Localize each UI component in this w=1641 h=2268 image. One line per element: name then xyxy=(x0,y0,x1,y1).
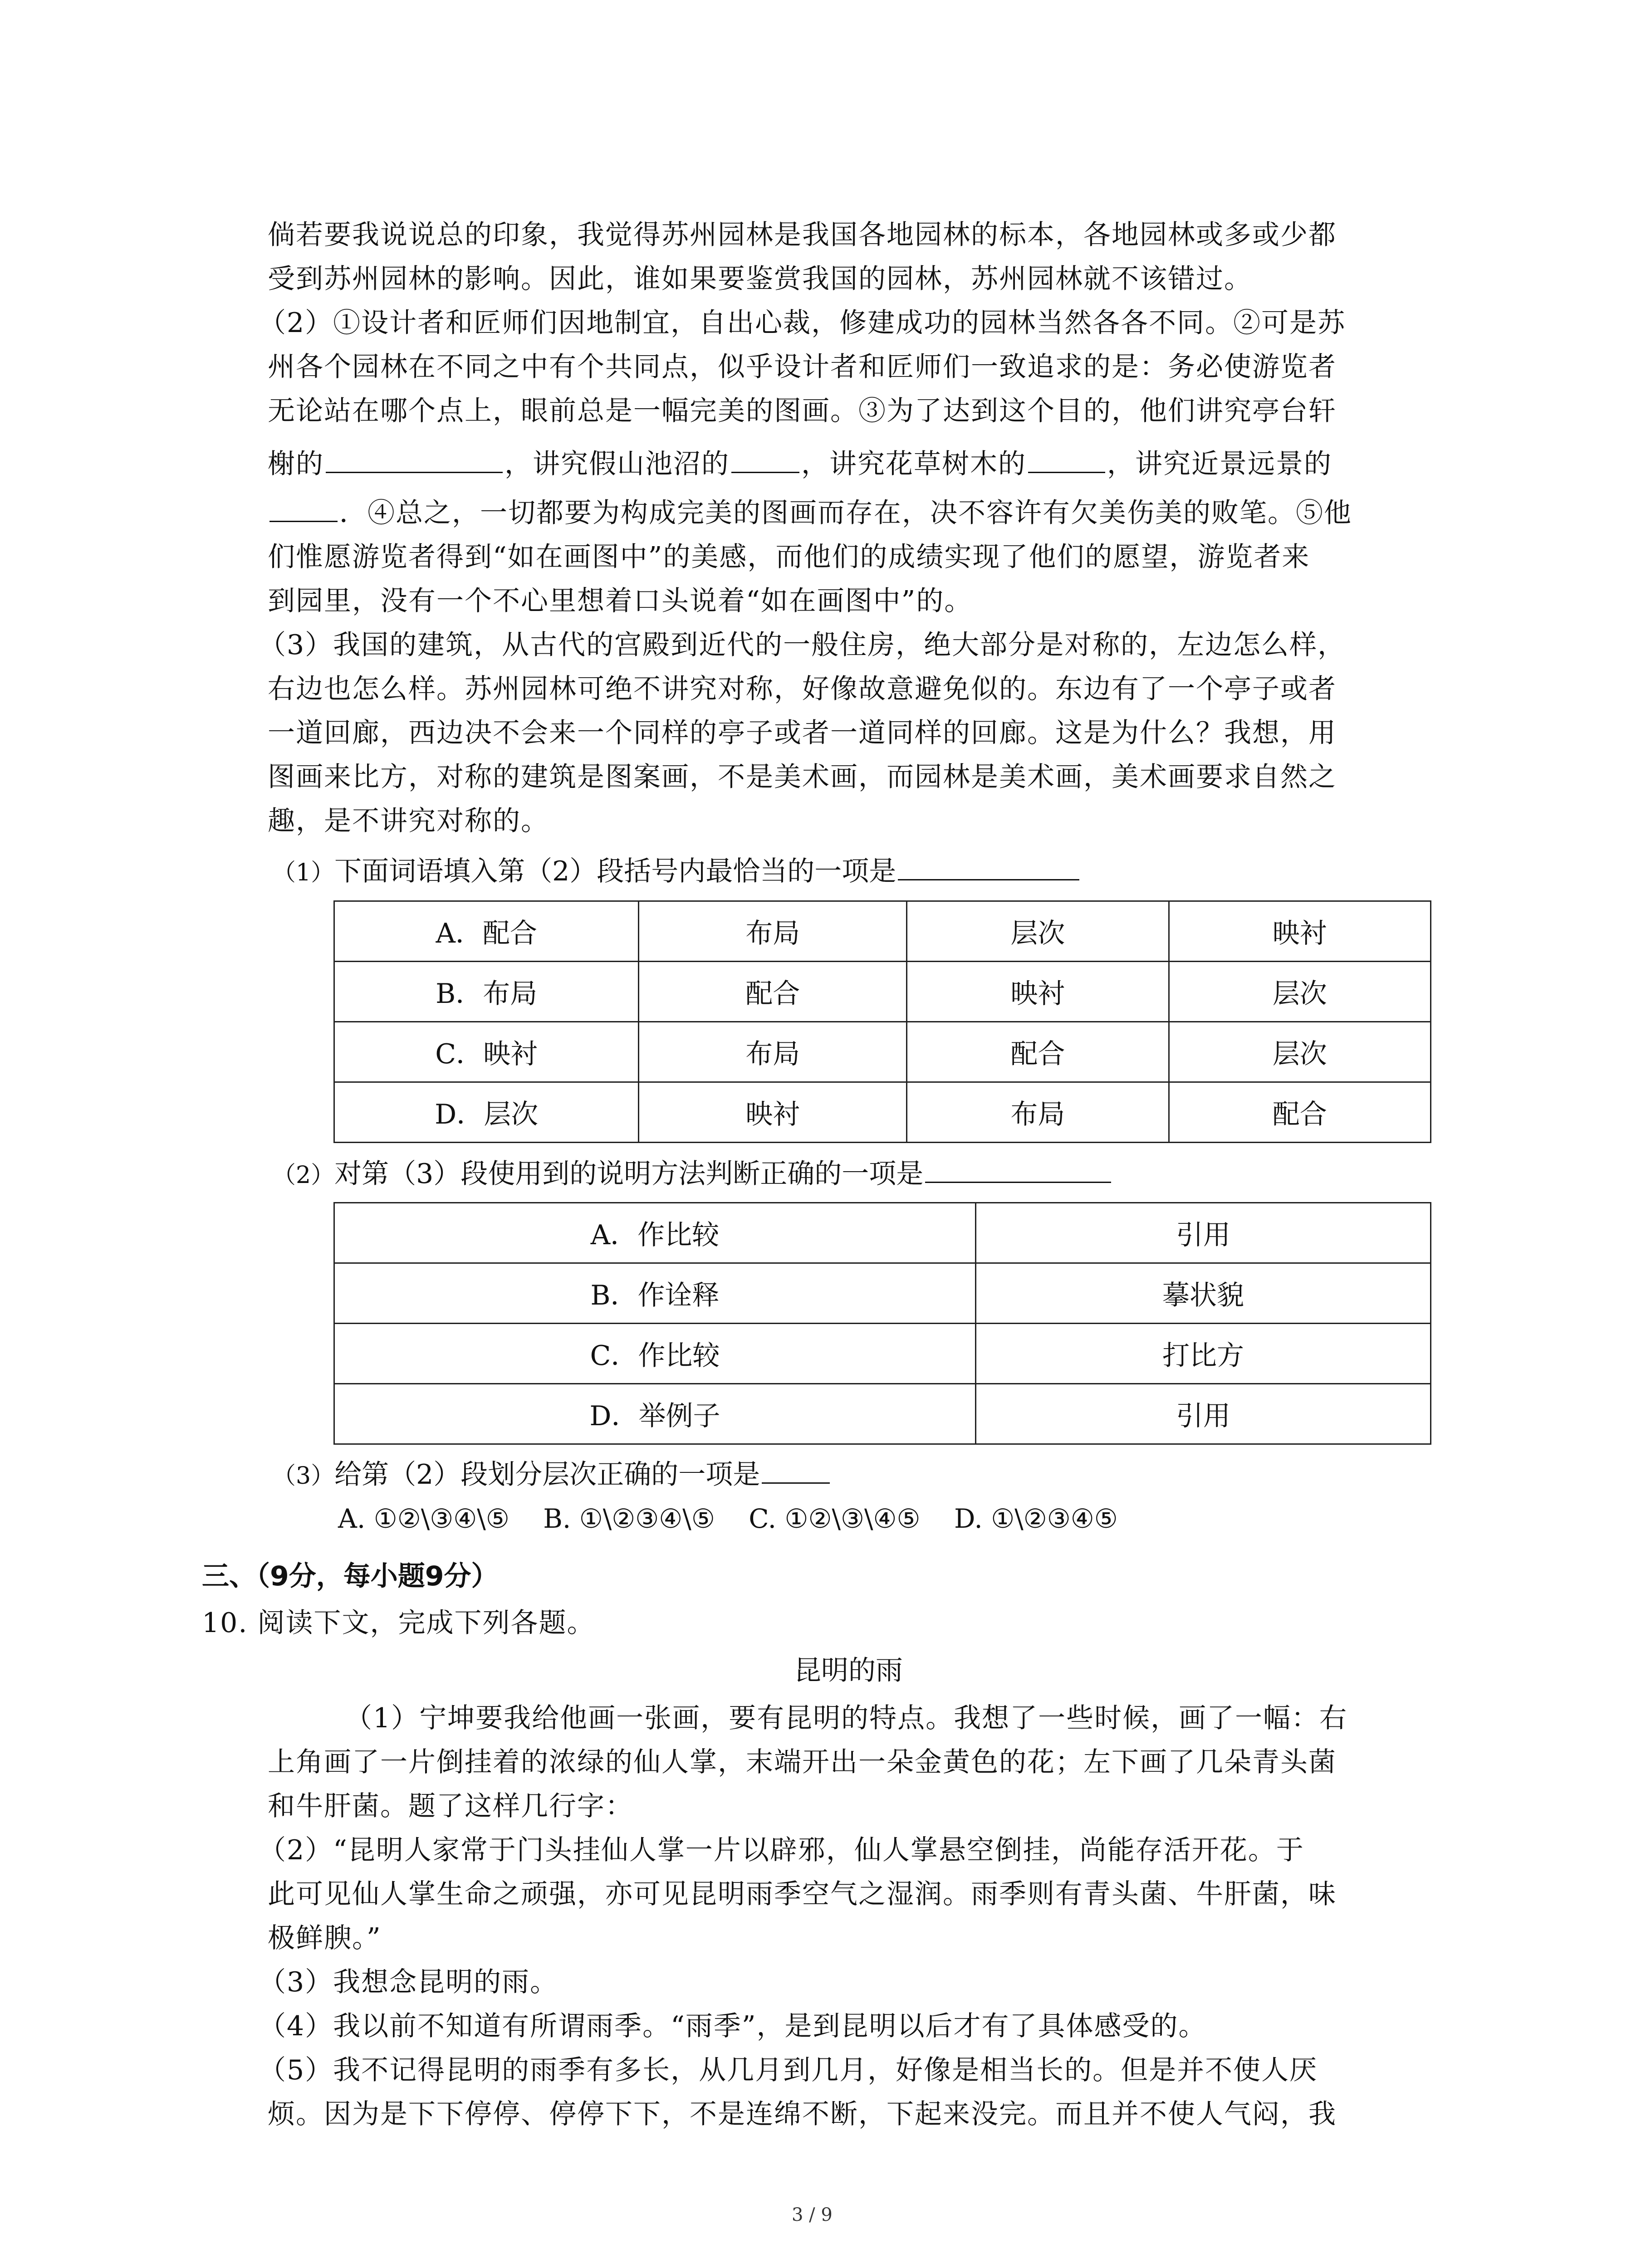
table-cell: C．映衬 xyxy=(334,1022,639,1082)
table-row[interactable] xyxy=(334,1022,1431,1082)
table-row[interactable] xyxy=(334,901,1431,962)
table-row[interactable] xyxy=(334,1384,1431,1444)
text-line: （4）我以前不知道有所谓雨季。“雨季”，是到昆明以后才有了具体感受的。 xyxy=(259,2010,1207,2042)
question-2 xyxy=(272,1152,1113,1198)
table-cell: A．配合 xyxy=(334,901,639,962)
text-line: （1）宁坤要我给他画一张画，要有昆明的特点。我想了一些时候，画了一幅：右 xyxy=(345,1702,1348,1734)
text-line: （3）我想念昆明的雨。 xyxy=(259,1966,558,1998)
text-line: （5）我不记得昆明的雨季有多长，从几月到几月，好像是相当长的。但是并不使人厌 xyxy=(259,2054,1318,2086)
text-line: 上角画了一片倒挂着的浓绿的仙人掌，末端开出一朵金黄色的花；左下画了几朵青头菌 xyxy=(268,1746,1337,1778)
table-row[interactable] xyxy=(334,1263,1431,1324)
text-line: 到园里，没有一个不心里想着口头说着“如在画图中”的。 xyxy=(268,585,973,617)
choice-d[interactable]: D. ①\②③④⑤ xyxy=(954,1503,1118,1534)
question-number: （1） xyxy=(272,859,335,886)
table-cell: 映衬 xyxy=(1169,901,1430,962)
text-line: 极鲜腴。” xyxy=(268,1922,382,1954)
table-cell: 映衬 xyxy=(907,962,1169,1022)
text-span: ．④总之，一切都要为构成完美的图画而存在，决不容许有欠美伤美的败笔。⑤他 xyxy=(339,497,1352,529)
table-cell: 映衬 xyxy=(639,1082,907,1143)
answer-blank[interactable] xyxy=(925,1155,1111,1183)
page-number: 3 / 9 xyxy=(792,2204,833,2225)
choice-b[interactable]: B. ①\②③④\⑤ xyxy=(543,1503,715,1534)
section-title: 三、（9分，每小题9分） xyxy=(202,1560,499,1592)
table-cell: 引用 xyxy=(975,1384,1430,1444)
table-cell: B．作诠释 xyxy=(334,1263,976,1324)
text-line: 右边也怎么样。苏州园林可绝不讲究对称，好像故意避免似的。东边有了一个亭子或者 xyxy=(268,673,1337,705)
table-cell: D．层次 xyxy=(334,1082,639,1143)
question-number: （3） xyxy=(272,1462,335,1490)
table-cell: 打比方 xyxy=(975,1324,1430,1384)
fill-in-line xyxy=(268,442,1332,486)
text-line: 一道回廊，西边决不会来一个同样的亭子或者一道同样的回廊。这是为什么？我想，用 xyxy=(268,717,1337,749)
fill-text: 榭的 xyxy=(268,448,324,480)
table-cell: 层次 xyxy=(907,901,1169,962)
text-line: 和牛肝菌。题了这样几行字： xyxy=(268,1790,633,1822)
question-text: 给第（2）段划分层次正确的一项是 xyxy=(334,1459,760,1491)
table-cell: 层次 xyxy=(1169,1022,1430,1082)
text-line: 倘若要我说说总的印象，我觉得苏州园林是我国各地园林的标本，各地园林或多或少都 xyxy=(268,219,1337,251)
choice-a[interactable]: A. ①②\③④\⑤ xyxy=(338,1503,509,1534)
table-cell: 配合 xyxy=(639,962,907,1022)
question-10: 10. 阅读下文，完成下列各题。 xyxy=(202,1607,595,1639)
question-number: （2） xyxy=(272,1162,335,1189)
answer-blank[interactable] xyxy=(269,494,338,522)
answer-blank[interactable] xyxy=(898,853,1079,880)
table-cell: 配合 xyxy=(1169,1082,1430,1143)
answer-blank[interactable] xyxy=(1028,445,1105,473)
text-line: 受到苏州园林的影响。因此，谁如果要鉴赏我国的园林，苏州园林就不该错过。 xyxy=(268,263,1252,295)
table-cell: 布局 xyxy=(639,1022,907,1082)
q1-options-table xyxy=(333,900,1431,1143)
table-row[interactable] xyxy=(334,1203,1431,1263)
text-line: （3）我国的建筑，从古代的宫殿到近代的一般住房，绝大部分是对称的，左边怎么样， xyxy=(259,629,1346,661)
text-line: 州各个园林在不同之中有个共同点，似乎设计者和匠师们一致追求的是：务必使游览者 xyxy=(268,351,1337,383)
table-row[interactable] xyxy=(334,962,1431,1022)
table-cell: 布局 xyxy=(639,901,907,962)
text-line: （2）①设计者和匠师们因地制宜，自出心裁，修建成功的园林当然各各不同。②可是苏 xyxy=(259,307,1346,339)
question-text: 下面词语填入第（2）段括号内最恰当的一项是 xyxy=(334,855,896,887)
fill-text: ，讲究假山池沼的 xyxy=(505,448,730,480)
answer-blank[interactable] xyxy=(762,1456,830,1484)
q3-choices xyxy=(338,1497,1143,1541)
text-line: 图画来比方，对称的建筑是图案画，不是美术画，而园林是美术画，美术画要求自然之 xyxy=(268,761,1337,793)
text-line: （2）“昆明人家常于门头挂仙人掌一片以辟邪，仙人掌悬空倒挂，尚能存活开花。于 xyxy=(259,1834,1304,1866)
text-line: 此可见仙人掌生命之顽强，亦可见昆明雨季空气之湿润。雨季则有青头菌、牛肝菌，味 xyxy=(268,1878,1337,1910)
answer-blank[interactable] xyxy=(731,445,799,473)
table-row[interactable] xyxy=(334,1324,1431,1384)
question-1 xyxy=(272,850,1081,895)
table-cell: 层次 xyxy=(1169,962,1430,1022)
table-cell: 摹状貌 xyxy=(975,1263,1430,1324)
fill-text: ，讲究花草树木的 xyxy=(801,448,1026,480)
question-text: 对第（3）段使用到的说明方法判断正确的一项是 xyxy=(334,1158,924,1190)
text-line: 烦。因为是下下停停、停停下下，不是连绵不断，下起来没完。而且并不使人气闷，我 xyxy=(268,2098,1337,2130)
table-cell: 引用 xyxy=(975,1203,1430,1263)
question-3 xyxy=(272,1453,832,1498)
table-cell: C．作比较 xyxy=(334,1324,976,1384)
table-cell: B．布局 xyxy=(334,962,639,1022)
article-title: 昆明的雨 xyxy=(794,1655,903,1686)
fill-text: ，讲究近景远景的 xyxy=(1107,448,1332,480)
table-cell: 布局 xyxy=(907,1082,1169,1143)
table-cell: 配合 xyxy=(907,1022,1169,1082)
text-line: 无论站在哪个点上，眼前总是一幅完美的图画。③为了达到这个目的，他们讲究亭台轩 xyxy=(268,395,1337,427)
table-cell: D．举例子 xyxy=(334,1384,976,1444)
table-row[interactable] xyxy=(334,1082,1431,1143)
choice-c[interactable]: C. ①②\③\④⑤ xyxy=(749,1503,921,1534)
answer-blank[interactable] xyxy=(326,445,503,473)
text-line: 们惟愿游览者得到“如在画图中”的美感，而他们的成绩实现了他们的愿望，游览者来 xyxy=(268,541,1310,573)
q2-options-table xyxy=(333,1202,1431,1445)
text-line xyxy=(268,491,1352,535)
text-line: 趣，是不讲究对称的。 xyxy=(268,805,549,837)
table-cell: A．作比较 xyxy=(334,1203,976,1263)
